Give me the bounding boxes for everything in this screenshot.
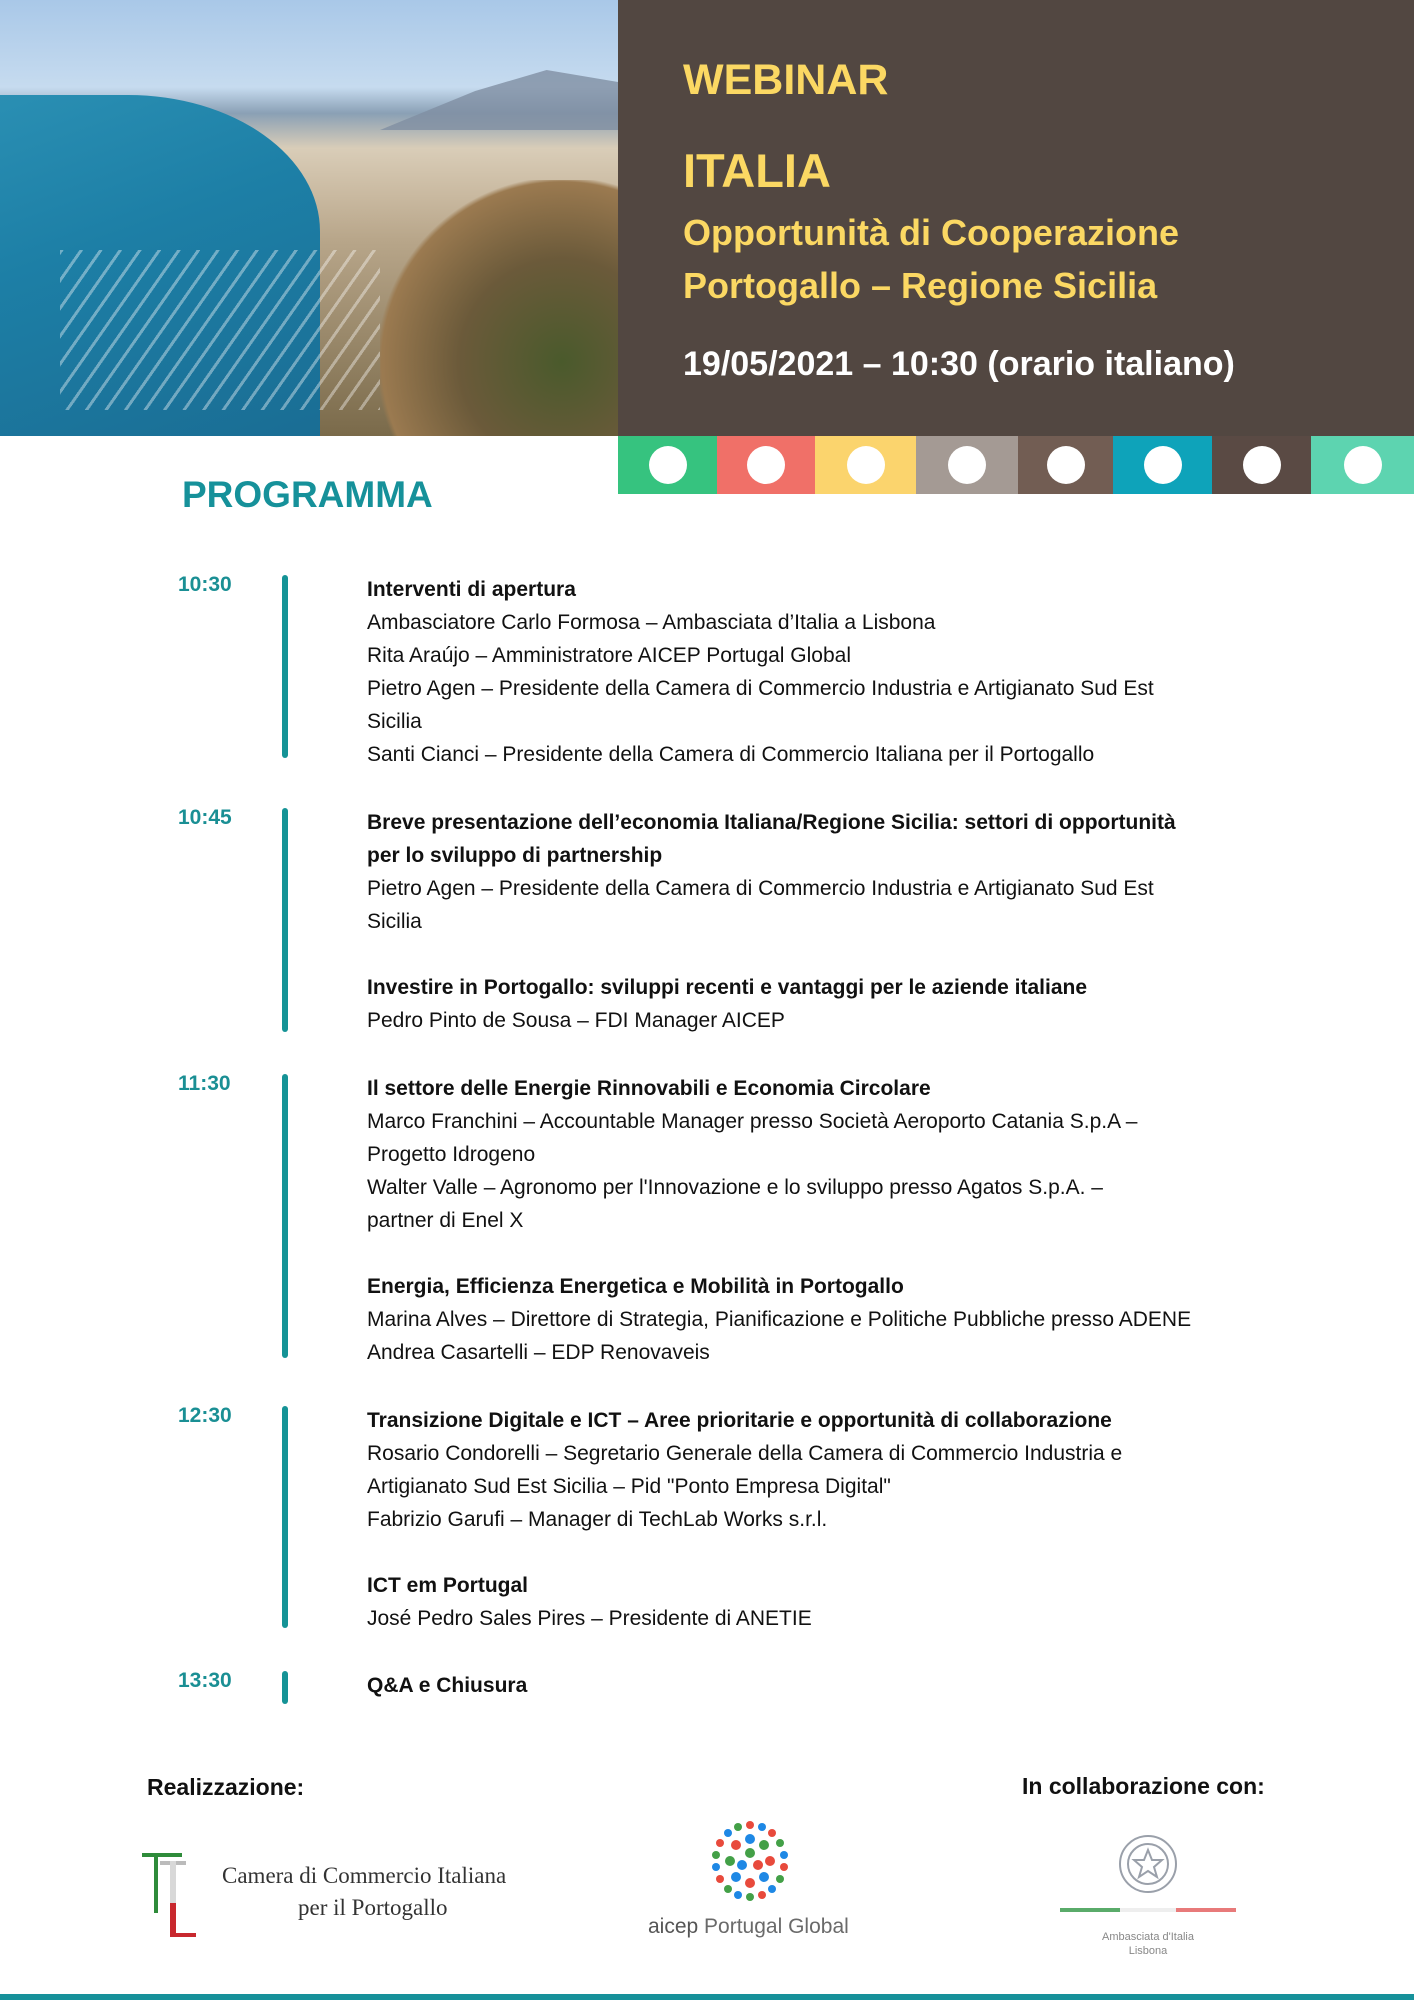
color-block xyxy=(815,436,916,494)
photo-port xyxy=(60,250,380,410)
subtitle-line-2: Portogallo – Regione Sicilia xyxy=(683,265,1158,306)
speaker-line: Sicilia xyxy=(367,910,422,933)
photo-hill xyxy=(380,180,618,436)
partner-label: In collaborazione con: xyxy=(1022,1773,1265,1799)
session-timeline-bar xyxy=(282,575,288,758)
speaker-line: Pietro Agen – Presidente della Camera di Commercio Industria e Artigianato Sud Est xyxy=(367,677,1154,700)
bottom-accent-line xyxy=(0,1994,1414,2000)
white-dot xyxy=(1243,446,1281,484)
session-time: 11:30 xyxy=(178,1072,231,1095)
session-timeline-bar xyxy=(282,1074,288,1358)
white-dot xyxy=(948,446,986,484)
aicep-dots-icon xyxy=(644,1815,854,1910)
session-time: 10:30 xyxy=(178,573,232,596)
programma-heading: PROGRAMMA xyxy=(182,474,433,515)
aicep-wordmark xyxy=(648,1915,849,1939)
ccip-name-line-2: per il Portogallo xyxy=(298,1895,448,1920)
made-by-label: Realizzazione: xyxy=(147,1774,305,1800)
session-title: ICT em Portugal xyxy=(367,1574,529,1597)
speaker-line: Pedro Pinto de Sousa – FDI Manager AICEP xyxy=(367,1009,785,1032)
white-dot xyxy=(1144,446,1182,484)
speaker-line: Progetto Idrogeno xyxy=(367,1143,536,1166)
white-dot xyxy=(1047,446,1085,484)
session-content xyxy=(367,1669,1317,1702)
speaker-line: Walter Valle – Agronomo per l'Innovazione e lo sviluppo presso Agatos S.p.A. – xyxy=(367,1176,1103,1199)
color-dot-strip xyxy=(618,436,1414,494)
ccip-name-line-1: Camera di Commercio Italiana xyxy=(222,1863,507,1888)
aicep-wordmark-rest: Portugal Global xyxy=(698,1915,849,1938)
session-title: Energia, Efficienza Energetica e Mobilità in Portogallo xyxy=(367,1275,904,1298)
session-title: Breve presentazione dell’economia Italiana/Regione Sicilia: settori di opportunità xyxy=(367,811,1176,834)
session-timeline-bar xyxy=(282,1406,288,1628)
speaker-line: partner di Enel X xyxy=(367,1209,524,1232)
speaker-line: Marina Alves – Direttore di Strategia, Pianificazione e Politiche Pubbliche presso ADENE xyxy=(367,1308,1192,1331)
speaker-line: José Pedro Sales Pires – Presidente di ANETIE xyxy=(367,1607,812,1630)
ccip-tt-icon xyxy=(142,1843,222,1943)
photo-mountain xyxy=(380,70,618,130)
session-timeline-bar xyxy=(282,808,288,1032)
session-title: Interventi di apertura xyxy=(367,578,576,601)
white-dot xyxy=(847,446,885,484)
color-block xyxy=(1212,436,1311,494)
session-content xyxy=(367,1404,1317,1635)
session-content xyxy=(367,573,1317,771)
session-timeline-bar xyxy=(282,1671,288,1704)
session-title: Il settore delle Energie Rinnovabili e Economia Circolare xyxy=(367,1077,931,1100)
session-content xyxy=(367,806,1317,1037)
color-block xyxy=(1113,436,1212,494)
white-dot xyxy=(649,446,687,484)
speaker-line: Artigianato Sud Est Sicilia – Pid "Ponto Empresa Digital" xyxy=(367,1475,891,1498)
color-block xyxy=(1311,436,1414,494)
speaker-line: Sicilia xyxy=(367,710,422,733)
color-block xyxy=(618,436,717,494)
header-photo xyxy=(0,0,618,436)
session-time: 12:30 xyxy=(178,1404,232,1427)
speaker-line: Pietro Agen – Presidente della Camera di Commercio Industria e Artigianato Sud Est xyxy=(367,877,1154,900)
color-block xyxy=(916,436,1018,494)
color-block xyxy=(717,436,815,494)
subtitle-line-1: Opportunità di Cooperazione xyxy=(683,212,1179,253)
session-time: 10:45 xyxy=(178,806,232,829)
speaker-line: Santi Cianci – Presidente della Camera di Commercio Italiana per il Portogallo xyxy=(367,743,1095,766)
session-time: 13:30 xyxy=(178,1669,232,1692)
speaker-line: Rita Araújo – Amministratore AICEP Portugal Global xyxy=(367,644,852,667)
embassy-line-2: Lisbona xyxy=(1128,1945,1168,1957)
speaker-line: Andrea Casartelli – EDP Renovaveis xyxy=(367,1341,710,1364)
speaker-line: Fabrizio Garufi – Manager di TechLab Works s.r.l. xyxy=(367,1508,828,1531)
event-date: 19/05/2021 – 10:30 (orario italiano) xyxy=(683,345,1235,383)
aicep-logo xyxy=(644,1815,854,1945)
header-panel xyxy=(618,0,1414,436)
session-title-cont: per lo sviluppo di partnership xyxy=(367,844,663,867)
ccip-logo xyxy=(142,1843,562,1943)
speaker-line: Ambasciatore Carlo Formosa – Ambasciata d’Italia a Lisbona xyxy=(367,611,936,634)
embassy-logo xyxy=(1058,1822,1238,1962)
embassy-line-1: Ambasciata d'Italia xyxy=(1102,1931,1194,1943)
session-title: Investire in Portogallo: sviluppi recenti e vantaggi per le aziende italiane xyxy=(367,976,1088,999)
aicep-wordmark-bold: aicep xyxy=(648,1915,699,1938)
webinar-label: WEBINAR xyxy=(683,56,889,104)
color-block xyxy=(1018,436,1113,494)
session-title: Q&A e Chiusura xyxy=(367,1674,528,1697)
white-dot xyxy=(747,446,785,484)
session-content xyxy=(367,1072,1317,1369)
white-dot xyxy=(1344,446,1382,484)
italian-emblem-icon xyxy=(1058,1822,1238,1922)
country-title: ITALIA xyxy=(683,144,831,197)
session-title: Transizione Digitale e ICT – Aree prioritarie e opportunità di collaborazione xyxy=(367,1409,1112,1432)
speaker-line: Marco Franchini – Accountable Manager presso Società Aeroporto Catania S.p.A – xyxy=(367,1110,1138,1133)
speaker-line: Rosario Condorelli – Segretario Generale della Camera di Commercio Industria e xyxy=(367,1442,1123,1465)
